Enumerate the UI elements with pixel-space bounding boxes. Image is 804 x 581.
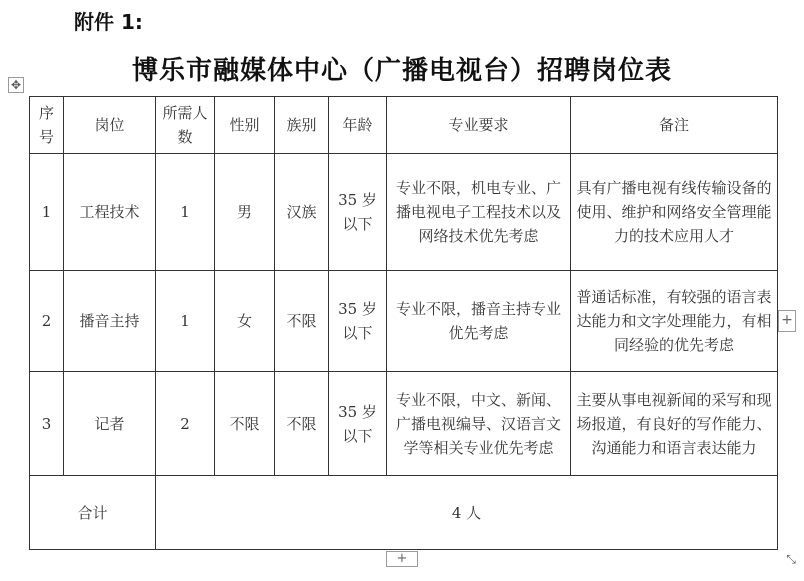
cell-position: 记者 [64, 372, 156, 476]
add-row-button[interactable]: + [386, 551, 418, 567]
header-position: 岗位 [64, 97, 156, 154]
header-gender: 性别 [215, 97, 275, 154]
cell-count: 1 [156, 271, 215, 372]
header-age: 年龄 [329, 97, 387, 154]
page-title: 博乐市融媒体中心（广播电视台）招聘岗位表 [131, 56, 672, 86]
cell-notes: 普通话标准，有较强的语言表达能力和文字处理能力，有相同经验的优先考虑 [571, 271, 778, 372]
cell-position: 工程技术 [64, 154, 156, 271]
table-row [30, 271, 778, 372]
header-ethnicity: 族别 [275, 97, 329, 154]
cell-age: 35 岁以下 [329, 372, 387, 476]
cell-ethnicity: 汉族 [275, 154, 329, 271]
table-header-row [30, 97, 778, 154]
cell-age: 35 岁以下 [329, 154, 387, 271]
cell-gender: 不限 [215, 372, 275, 476]
cell-no: 1 [30, 154, 64, 271]
cell-notes: 主要从事电视新闻的采写和现场报道，有良好的写作能力、沟通能力和语言表达能力 [571, 372, 778, 476]
cell-major: 专业不限，播音主持专业优先考虑 [387, 271, 571, 372]
cell-no: 2 [30, 271, 64, 372]
header-count: 所需人数 [156, 97, 215, 154]
cell-notes: 具有广播电视有线传输设备的使用、维护和网络安全管理能力的技术应用人才 [571, 154, 778, 271]
recruitment-table [29, 96, 778, 550]
cell-count: 2 [156, 372, 215, 476]
cell-position: 播音主持 [64, 271, 156, 372]
table-move-handle-icon[interactable]: ✥ [8, 77, 24, 93]
cell-age: 35 岁以下 [329, 271, 387, 372]
cell-no: 3 [30, 372, 64, 476]
cell-gender: 男 [215, 154, 275, 271]
total-value: 4 人 [156, 476, 778, 550]
header-notes: 备注 [571, 97, 778, 154]
cell-gender: 女 [215, 271, 275, 372]
table-total-row [30, 476, 778, 550]
attachment-label: 附件 1: [74, 10, 143, 34]
cell-major: 专业不限，中文、新闻、广播电视编导、汉语言文学等相关专业优先考虑 [387, 372, 571, 476]
cell-ethnicity: 不限 [275, 372, 329, 476]
cell-ethnicity: 不限 [275, 271, 329, 372]
total-label: 合计 [30, 476, 156, 550]
header-major: 专业要求 [387, 97, 571, 154]
add-column-button[interactable]: + [778, 310, 796, 332]
cell-count: 1 [156, 154, 215, 271]
cell-major: 专业不限，机电专业、广播电视电子工程技术以及网络技术优先考虑 [387, 154, 571, 271]
table-resize-handle-icon[interactable]: ⤡ [786, 552, 796, 566]
table-row [30, 154, 778, 271]
table-row [30, 372, 778, 476]
header-no: 序号 [30, 97, 64, 154]
